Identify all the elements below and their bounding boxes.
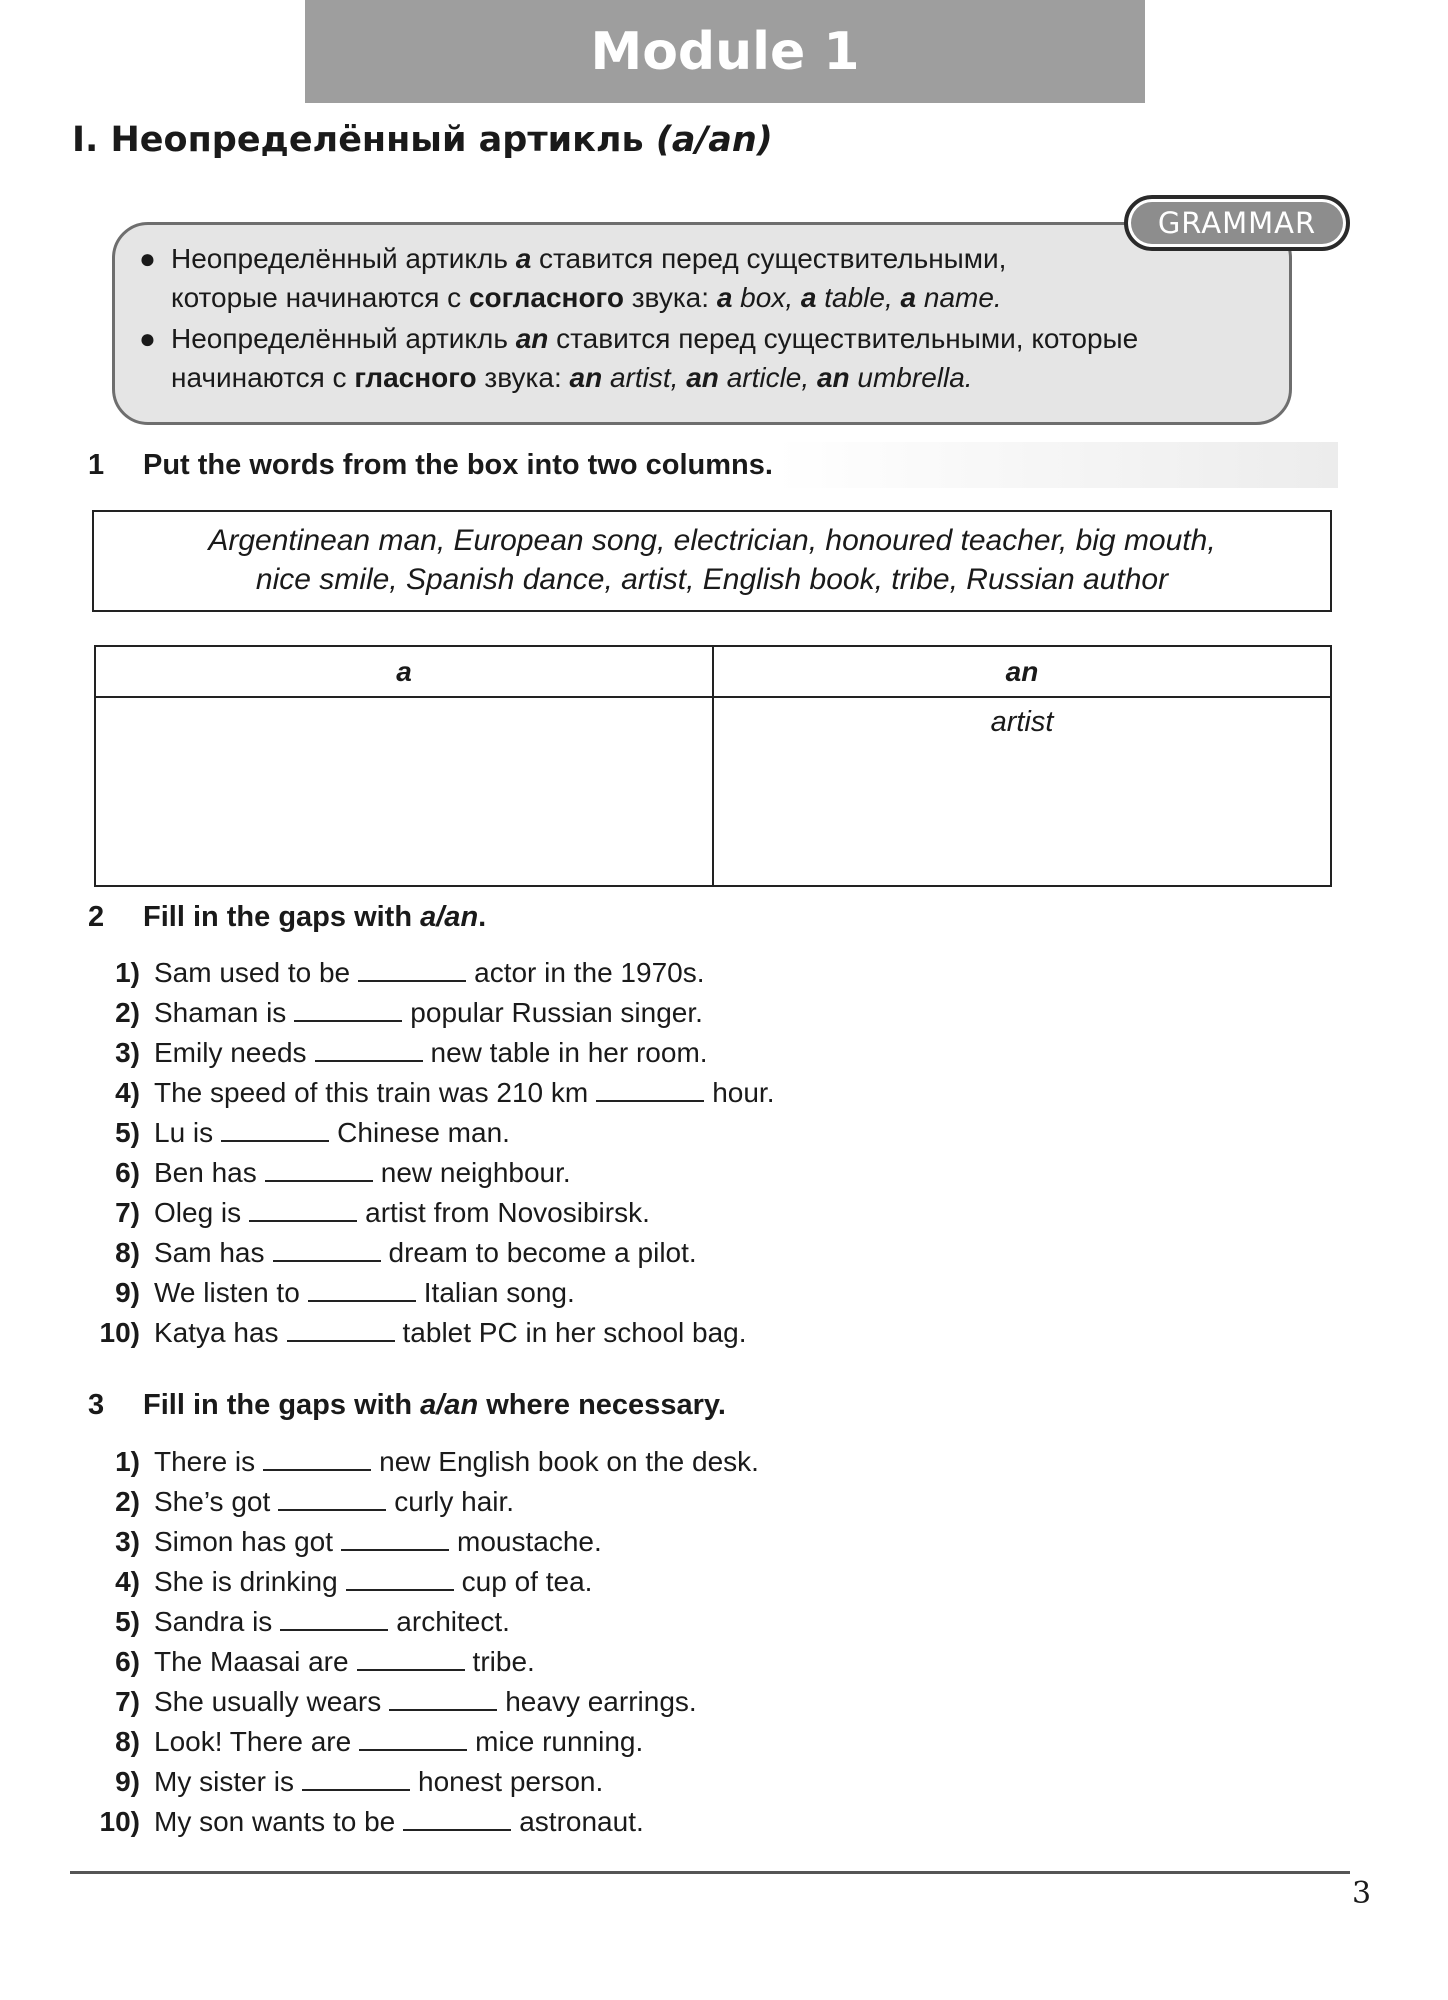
item-text-after: architect. bbox=[396, 1606, 510, 1637]
answer-gap[interactable] bbox=[249, 1196, 357, 1222]
exercise-item bbox=[70, 1073, 775, 1113]
item-number: 5) bbox=[115, 1117, 140, 1148]
exercise-item bbox=[70, 1153, 775, 1193]
grammar-badge-label: GRAMMAR bbox=[1157, 206, 1317, 240]
column-header-an: an bbox=[713, 646, 1331, 697]
exercise-item bbox=[70, 1313, 775, 1353]
answer-gap[interactable] bbox=[221, 1116, 329, 1142]
item-text-before: She is drinking bbox=[154, 1566, 338, 1597]
item-number: 9) bbox=[115, 1277, 140, 1308]
exercise-item bbox=[70, 1762, 759, 1802]
section-title-plain: I. Неопределённый артикль bbox=[72, 120, 656, 160]
exercise-item bbox=[70, 1273, 775, 1313]
item-text-before: Shaman is bbox=[154, 997, 287, 1028]
answer-gap[interactable] bbox=[273, 1236, 381, 1262]
answer-columns-table bbox=[94, 645, 1332, 887]
item-text-before: Oleg is bbox=[154, 1197, 242, 1228]
item-number: 3) bbox=[115, 1526, 140, 1557]
bullet-icon: ● bbox=[139, 243, 156, 274]
item-number: 1) bbox=[115, 957, 140, 988]
item-text-before: She usually wears bbox=[154, 1686, 382, 1717]
exercise-instruction: Fill in the gaps with a/an. bbox=[143, 900, 487, 933]
grammar-rule-text: Неопределённый артикль an ставится перед существительными, которые начинаются с гласного звука: an artist, an article, an umbrella. bbox=[171, 323, 1139, 393]
exercise-1-header bbox=[88, 442, 1338, 488]
module-title: Module 1 bbox=[590, 21, 860, 82]
module-title-banner bbox=[305, 0, 1145, 103]
item-number: 6) bbox=[115, 1646, 140, 1677]
item-number: 10) bbox=[99, 1806, 140, 1837]
item-text-before: Sandra is bbox=[154, 1606, 273, 1637]
grammar-rule bbox=[139, 319, 1138, 397]
bullet-icon: ● bbox=[139, 323, 156, 354]
item-number: 2) bbox=[115, 1486, 140, 1517]
answer-gap[interactable] bbox=[403, 1805, 511, 1831]
word-box: Argentinean man, European song, electrician, honoured teacher, big mouth, nice smile, Spanish dance, artist, English book, tribe, Russian author bbox=[92, 510, 1332, 612]
exercise-item bbox=[70, 1442, 759, 1482]
item-number: 3) bbox=[115, 1037, 140, 1068]
answer-gap[interactable] bbox=[315, 1036, 423, 1062]
exercise-item bbox=[70, 1522, 759, 1562]
item-text-before: Katya has bbox=[154, 1317, 279, 1348]
item-text-before: Simon has got bbox=[154, 1526, 333, 1557]
item-text-after: heavy earrings. bbox=[505, 1686, 697, 1717]
section-title bbox=[72, 120, 773, 160]
item-text-before: There is bbox=[154, 1446, 256, 1477]
item-text-after: hour. bbox=[712, 1077, 775, 1108]
exercise-instruction: Put the words from the box into two columns. bbox=[143, 448, 773, 481]
answer-gap[interactable] bbox=[346, 1565, 454, 1591]
item-text-after: artist from Novosibirsk. bbox=[365, 1197, 650, 1228]
item-text-after: dream to become a pilot. bbox=[388, 1237, 697, 1268]
item-text-before: Sam has bbox=[154, 1237, 265, 1268]
item-text-after: cup of tea. bbox=[461, 1566, 593, 1597]
item-text-before: She’s got bbox=[154, 1486, 271, 1517]
answer-gap[interactable] bbox=[280, 1605, 388, 1631]
grammar-rule bbox=[139, 239, 1006, 317]
item-number: 10) bbox=[99, 1317, 140, 1348]
item-text-after: tribe. bbox=[472, 1646, 535, 1677]
item-text-after: mice running. bbox=[475, 1726, 644, 1757]
item-text-after: new English book on the desk. bbox=[379, 1446, 759, 1477]
page-number: 3 bbox=[1352, 1876, 1372, 1911]
item-number: 5) bbox=[115, 1606, 140, 1637]
exercise-2-header bbox=[88, 894, 486, 940]
exercise-3-list bbox=[70, 1442, 759, 1842]
item-text-after: Italian song. bbox=[423, 1277, 575, 1308]
answer-gap[interactable] bbox=[357, 1645, 465, 1671]
grammar-badge bbox=[1124, 195, 1350, 251]
item-number: 8) bbox=[115, 1726, 140, 1757]
exercise-number: 3 bbox=[88, 1388, 105, 1421]
column-an-cell[interactable]: artist bbox=[713, 697, 1331, 886]
answer-gap[interactable] bbox=[278, 1485, 386, 1511]
exercise-item bbox=[70, 1193, 775, 1233]
answer-gap[interactable] bbox=[294, 996, 402, 1022]
exercise-number: 1 bbox=[88, 448, 105, 481]
answer-gap[interactable] bbox=[308, 1276, 416, 1302]
item-text-before: My son wants to be bbox=[154, 1806, 396, 1837]
item-number: 9) bbox=[115, 1766, 140, 1797]
section-title-italic: (a/an) bbox=[655, 120, 773, 160]
item-number: 8) bbox=[115, 1237, 140, 1268]
item-text-before: Look! There are bbox=[154, 1726, 352, 1757]
grammar-rule-text: Неопределённый артикль a ставится перед существительными, которые начинаются с согласного звука: a box, a table, a name. bbox=[171, 243, 1007, 313]
item-text-before: Ben has bbox=[154, 1157, 257, 1188]
exercise-item bbox=[70, 1113, 775, 1153]
answer-gap[interactable] bbox=[265, 1156, 373, 1182]
exercise-item bbox=[70, 1482, 759, 1522]
item-text-after: moustache. bbox=[457, 1526, 602, 1557]
item-text-before: The speed of this train was 210 km bbox=[154, 1077, 589, 1108]
exercise-item bbox=[70, 1562, 759, 1602]
answer-gap[interactable] bbox=[287, 1316, 395, 1342]
item-text-before: We listen to bbox=[154, 1277, 300, 1308]
item-number: 7) bbox=[115, 1197, 140, 1228]
item-text-after: new table in her room. bbox=[430, 1037, 708, 1068]
column-a-cell[interactable] bbox=[95, 697, 713, 886]
item-text-after: curly hair. bbox=[394, 1486, 515, 1517]
answer-gap[interactable] bbox=[359, 1725, 467, 1751]
exercise-3-header bbox=[88, 1382, 726, 1428]
item-number: 7) bbox=[115, 1686, 140, 1717]
item-number: 4) bbox=[115, 1566, 140, 1597]
answer-gap[interactable] bbox=[302, 1765, 410, 1791]
exercise-item bbox=[70, 1033, 775, 1073]
exercise-item bbox=[70, 953, 775, 993]
item-text-after: actor in the 1970s. bbox=[474, 957, 705, 988]
grammar-box bbox=[112, 222, 1292, 425]
exercise-number: 2 bbox=[88, 900, 105, 933]
item-text-before: The Maasai are bbox=[154, 1646, 349, 1677]
exercise-item bbox=[70, 993, 775, 1033]
item-text-before: Sam used to be bbox=[154, 957, 351, 988]
answer-gap[interactable] bbox=[596, 1076, 704, 1102]
item-text-before: Emily needs bbox=[154, 1037, 307, 1068]
item-text-after: Chinese man. bbox=[337, 1117, 510, 1148]
column-header-a: a bbox=[95, 646, 713, 697]
exercise-item bbox=[70, 1682, 759, 1722]
item-number: 2) bbox=[115, 997, 140, 1028]
exercise-item bbox=[70, 1233, 775, 1273]
item-number: 1) bbox=[115, 1446, 140, 1477]
item-text-after: new neighbour. bbox=[380, 1157, 571, 1188]
exercise-item bbox=[70, 1602, 759, 1642]
exercise-item bbox=[70, 1802, 759, 1842]
exercise-instruction: Fill in the gaps with a/an where necessary. bbox=[143, 1388, 726, 1421]
item-text-after: honest person. bbox=[418, 1766, 604, 1797]
item-text-before: Lu is bbox=[154, 1117, 214, 1148]
item-text-after: astronaut. bbox=[519, 1806, 644, 1837]
item-number: 6) bbox=[115, 1157, 140, 1188]
answer-gap[interactable] bbox=[389, 1685, 497, 1711]
answer-gap[interactable] bbox=[263, 1445, 371, 1471]
exercise-item bbox=[70, 1722, 759, 1762]
item-number: 4) bbox=[115, 1077, 140, 1108]
exercise-2-list bbox=[70, 953, 775, 1353]
item-text-before: My sister is bbox=[154, 1766, 294, 1797]
exercise-item bbox=[70, 1642, 759, 1682]
answer-gap[interactable] bbox=[358, 956, 466, 982]
item-text-after: tablet PC in her school bag. bbox=[402, 1317, 747, 1348]
item-text-after: popular Russian singer. bbox=[410, 997, 703, 1028]
footer-divider bbox=[70, 1871, 1350, 1874]
answer-gap[interactable] bbox=[341, 1525, 449, 1551]
